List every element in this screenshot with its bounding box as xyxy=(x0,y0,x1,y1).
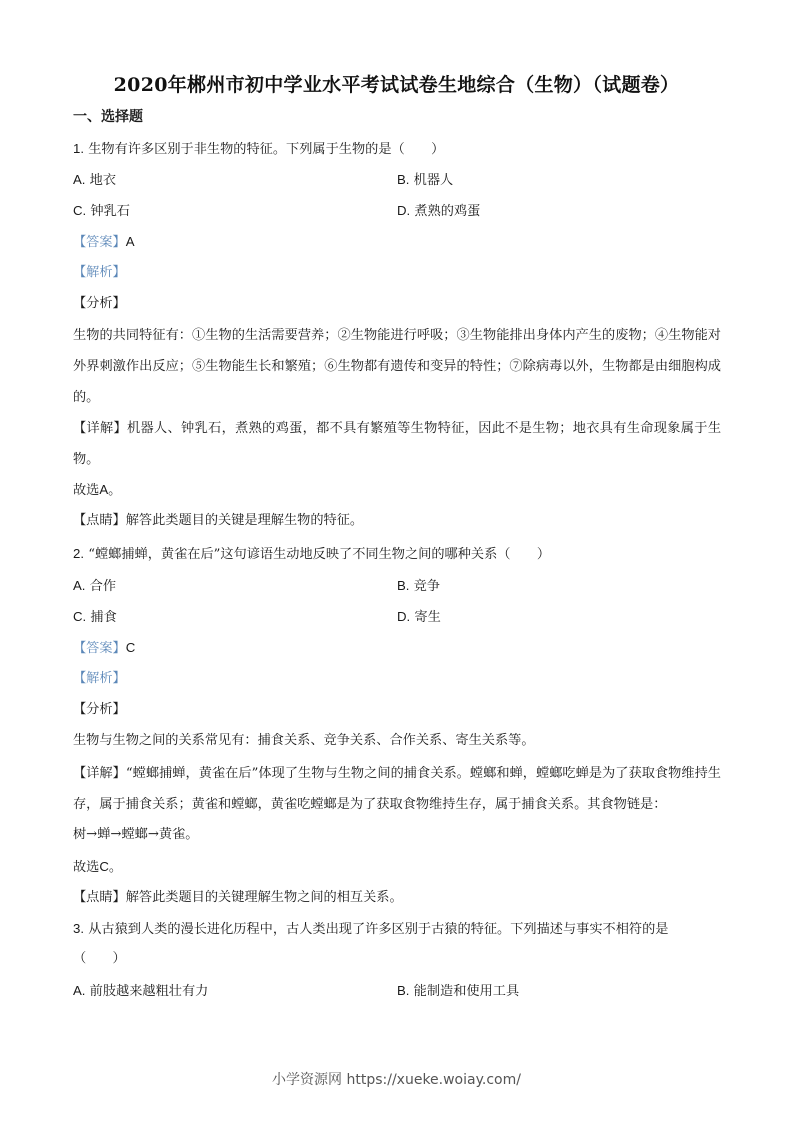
comment-text: 解答此类题目的关键是理解生物的特征。 xyxy=(125,513,364,528)
option-key: A. xyxy=(73,172,86,187)
document-title: 2020年郴州市初中学业水平考试试卷生地综合（生物）（试题卷） xyxy=(113,74,680,96)
detail-label: 【详解】 xyxy=(73,766,126,781)
option-key: D. xyxy=(397,609,411,624)
option-key: D. xyxy=(397,203,411,218)
question-1-stem xyxy=(73,139,444,160)
question-1-analysis-text: 生物的共同特征有：①生物的生活需要营养；②生物能进行呼吸；③生物能排出身体内产生的废物；④生物能对外界刺激作出反应；⑤生物能生长和繁殖；⑥生物都有遗传和变异的特性；⑦除病毒以外，生物都是由细胞构成的。 xyxy=(73,328,721,405)
choice-suffix: 。 xyxy=(108,860,123,875)
question-1-comment xyxy=(73,511,363,531)
option-text: 地衣 xyxy=(89,173,117,188)
answer-value: A xyxy=(125,234,135,249)
option-text: 前肢越来越粗壮有力 xyxy=(89,984,209,999)
answer-value: C xyxy=(125,640,136,655)
option-text: 寄生 xyxy=(414,610,441,625)
question-3-option-b xyxy=(397,981,519,1002)
question-1-option-b xyxy=(397,170,453,191)
option-key: A. xyxy=(73,578,86,593)
footer-site-name: 小学资源网 xyxy=(272,1072,343,1088)
comment-label: 【点睛】 xyxy=(73,513,126,528)
question-number: 1. xyxy=(73,141,84,156)
option-key: C. xyxy=(73,609,87,624)
option-text: 钟乳石 xyxy=(90,204,130,219)
detail-text: “螳螂捕蝉，黄雀在后”体现了生物与生物之间的捕食关系。螳螂和蝉，螳螂吃蝉是为了获取食物维持生存，属于捕食关系；黄雀和螳螂，黄雀吃螳螂是为了获取食物维持生存，属于捕食关系。其食物链是： xyxy=(73,766,721,812)
choice-prefix: 故选 xyxy=(73,483,100,498)
question-text: 生物有许多区别于非生物的特征。下列属于生物的是（ ） xyxy=(88,142,445,157)
question-2-option-b xyxy=(397,576,440,597)
question-2-analysis-text: 生物与生物之间的关系常见有：捕食关系、竞争关系、合作关系、寄生关系等。 xyxy=(73,733,535,748)
option-key: C. xyxy=(73,203,87,218)
section-heading: 一、选择题 xyxy=(73,109,143,125)
option-key: B. xyxy=(397,983,410,998)
question-1-answer xyxy=(73,232,135,253)
question-1-choice xyxy=(73,480,121,501)
comment-label: 【点睛】 xyxy=(73,890,126,905)
choice-suffix: 。 xyxy=(108,483,122,498)
option-text: 合作 xyxy=(89,579,117,594)
question-number: 2. xyxy=(73,546,84,561)
answer-label: 【答案】 xyxy=(73,641,126,656)
option-text: 捕食 xyxy=(90,610,117,625)
question-2-detail xyxy=(73,758,721,820)
question-text: 从古猿到人类的漫长进化历程中，古人类出现了许多区别于古猿的特征。下列描述与事实不相符的是 xyxy=(88,922,669,937)
option-key: B. xyxy=(397,172,410,187)
page-footer xyxy=(0,1069,793,1089)
question-number: 3. xyxy=(73,921,84,936)
question-2-choice xyxy=(73,857,122,878)
question-2-food-chain: 树→蝉→螳螂→黄雀。 xyxy=(73,827,199,842)
option-key: B. xyxy=(397,578,410,593)
question-text: “螳螂捕蝉，黄雀在后”这句谚语生动地反映了不同生物之间的哪种关系（ ） xyxy=(88,547,551,562)
detail-label: 【详解】 xyxy=(73,421,128,436)
question-1-analysis-label: 【分析】 xyxy=(73,296,126,311)
question-1-detail xyxy=(73,413,721,475)
question-2-explanation-label: 【解析】 xyxy=(73,671,126,686)
option-text: 机器人 xyxy=(413,173,454,188)
answer-label: 【答案】 xyxy=(73,235,126,250)
footer-url[interactable]: https://xueke.woiay.com/ xyxy=(346,1072,521,1088)
choice-value: C xyxy=(99,859,109,874)
detail-text: 机器人、钟乳石，煮熟的鸡蛋，都不具有繁殖等生物特征，因此不是生物；地衣具有生命现象属于生物。 xyxy=(73,421,722,467)
question-2-analysis-label: 【分析】 xyxy=(73,702,126,717)
question-1-option-d xyxy=(397,201,480,222)
question-2-answer xyxy=(73,638,135,659)
question-3-stem xyxy=(73,919,668,940)
question-1-explanation-label: 【解析】 xyxy=(73,265,126,280)
option-text: 能制造和使用工具 xyxy=(413,984,520,999)
comment-text: 解答此类题目的关键理解生物之间的相互关系。 xyxy=(125,890,403,905)
question-1-option-a xyxy=(73,170,116,191)
question-3-option-a xyxy=(73,981,208,1002)
option-key: A. xyxy=(73,983,86,998)
question-2-comment xyxy=(73,888,403,908)
option-text: 竞争 xyxy=(413,579,441,594)
question-2-option-c xyxy=(73,607,117,628)
question-2-option-a xyxy=(73,576,116,597)
question-3-stem-continuation: （ ） xyxy=(73,951,126,966)
question-2-stem xyxy=(73,544,550,565)
option-text: 煮熟的鸡蛋 xyxy=(414,204,481,219)
question-2-option-d xyxy=(397,607,441,628)
choice-prefix: 故选 xyxy=(73,860,100,875)
choice-value: A xyxy=(99,482,109,497)
question-1-option-c xyxy=(73,201,130,222)
